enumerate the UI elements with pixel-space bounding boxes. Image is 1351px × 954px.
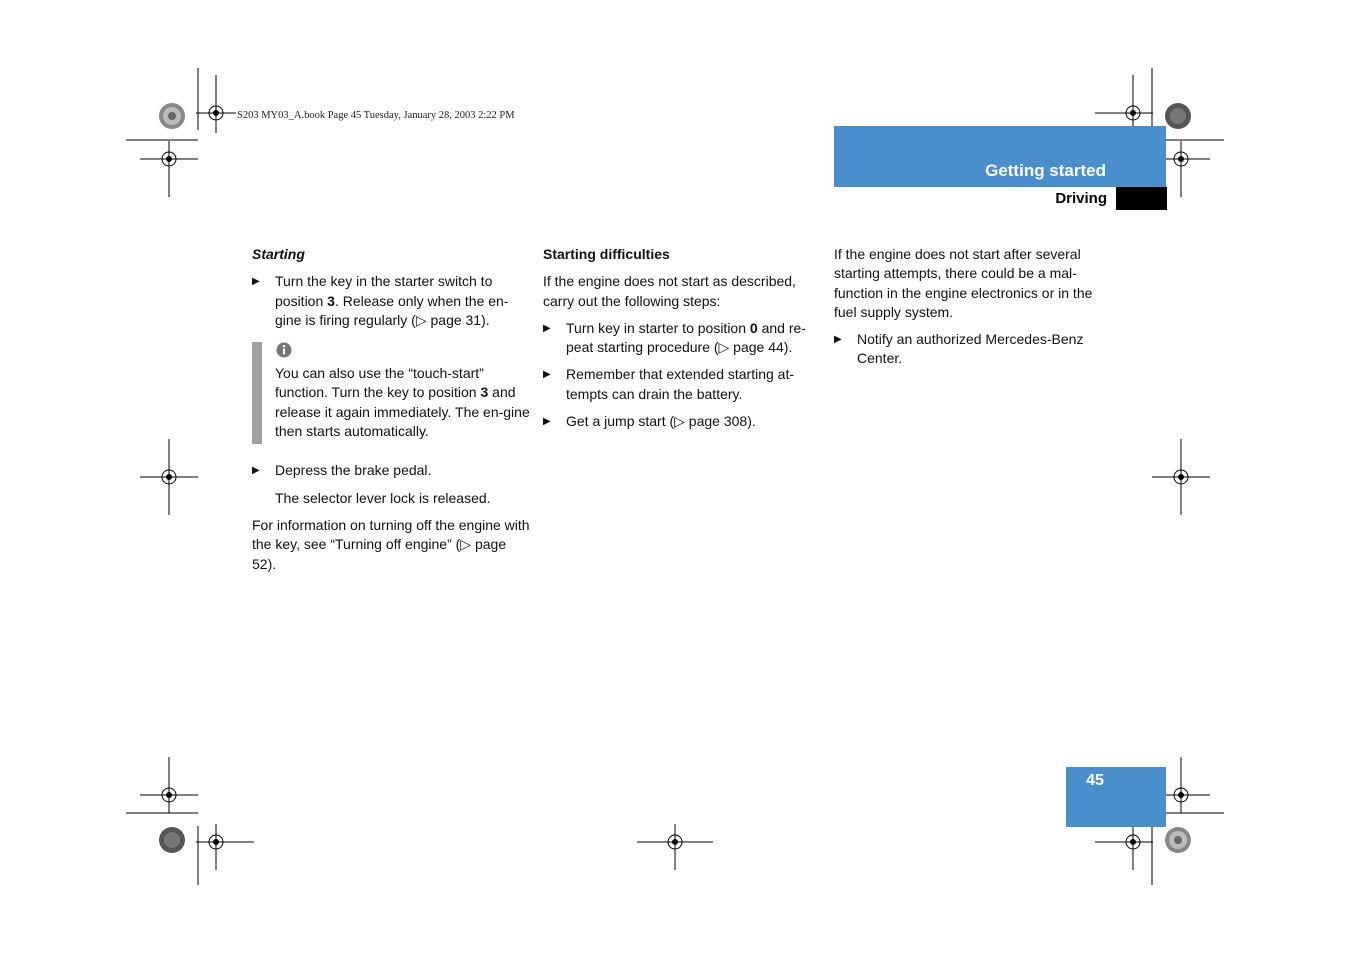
step-jump-start: ▶ Get a jump start (▷ page 308). — [543, 412, 823, 431]
difficulties-intro: If the engine does not start as described, carry out the following steps: — [543, 273, 796, 309]
step-turn-key: ▶ Turn the key in the starter switch to position 3. Release only when the en-gine is firing regularly (▷ page 31). — [252, 273, 509, 328]
triangle-bullet-icon: ▶ — [834, 334, 842, 346]
step-notify-center: ▶ Notify an authorized Mercedes-Benz Center. — [834, 331, 1084, 367]
step-brake-pedal: ▶ Depress the brake pedal. — [252, 461, 532, 480]
triangle-bullet-icon: ▶ — [543, 322, 551, 334]
info-note — [252, 342, 532, 441]
column-starting-difficulties — [543, 245, 823, 439]
print-info: S203 MY03_A.book Page 45 Tuesday, January 28, 2003 2:22 PM — [237, 110, 515, 121]
turning-off-reference: For information on turning off the engine with the key, see “Turning off engine” (▷ page 52). — [252, 516, 530, 572]
section-header — [834, 126, 1166, 187]
subsection-title: Driving — [1055, 190, 1107, 207]
triangle-bullet-icon: ▶ — [252, 276, 260, 288]
step-battery-warning: ▶ Remember that extended starting at-tempts can drain the battery. — [543, 366, 795, 402]
triangle-bullet-icon: ▶ — [252, 465, 260, 477]
triangle-bullet-icon: ▶ — [543, 416, 551, 428]
starting-heading: Starting — [252, 246, 305, 262]
subsection-tab — [1116, 187, 1167, 210]
difficulties-heading: Starting difficulties — [543, 246, 670, 262]
section-title: Getting started — [985, 161, 1106, 180]
triangle-bullet-icon: ▶ — [543, 369, 551, 381]
info-icon — [276, 342, 292, 358]
info-text: You can also use the “touch-start” function. Turn the key to position 3 and release it again immediately. The en-gine then starts automatically. — [275, 365, 530, 440]
step-position-zero: ▶ Turn key in starter to position 0 and re-peat starting procedure (▷ page 44). — [543, 319, 806, 356]
malfunction-intro: If the engine does not start after several starting attempts, there could be a mal-function in the engine electronics or in the fuel supply system. — [834, 246, 1093, 320]
page-number: 45 — [1086, 772, 1104, 789]
step-result: The selector lever lock is released. — [275, 489, 491, 506]
column-starting — [252, 245, 532, 582]
page-number-box — [1066, 767, 1166, 827]
info-bar — [252, 342, 262, 444]
column-malfunction — [834, 245, 1114, 377]
